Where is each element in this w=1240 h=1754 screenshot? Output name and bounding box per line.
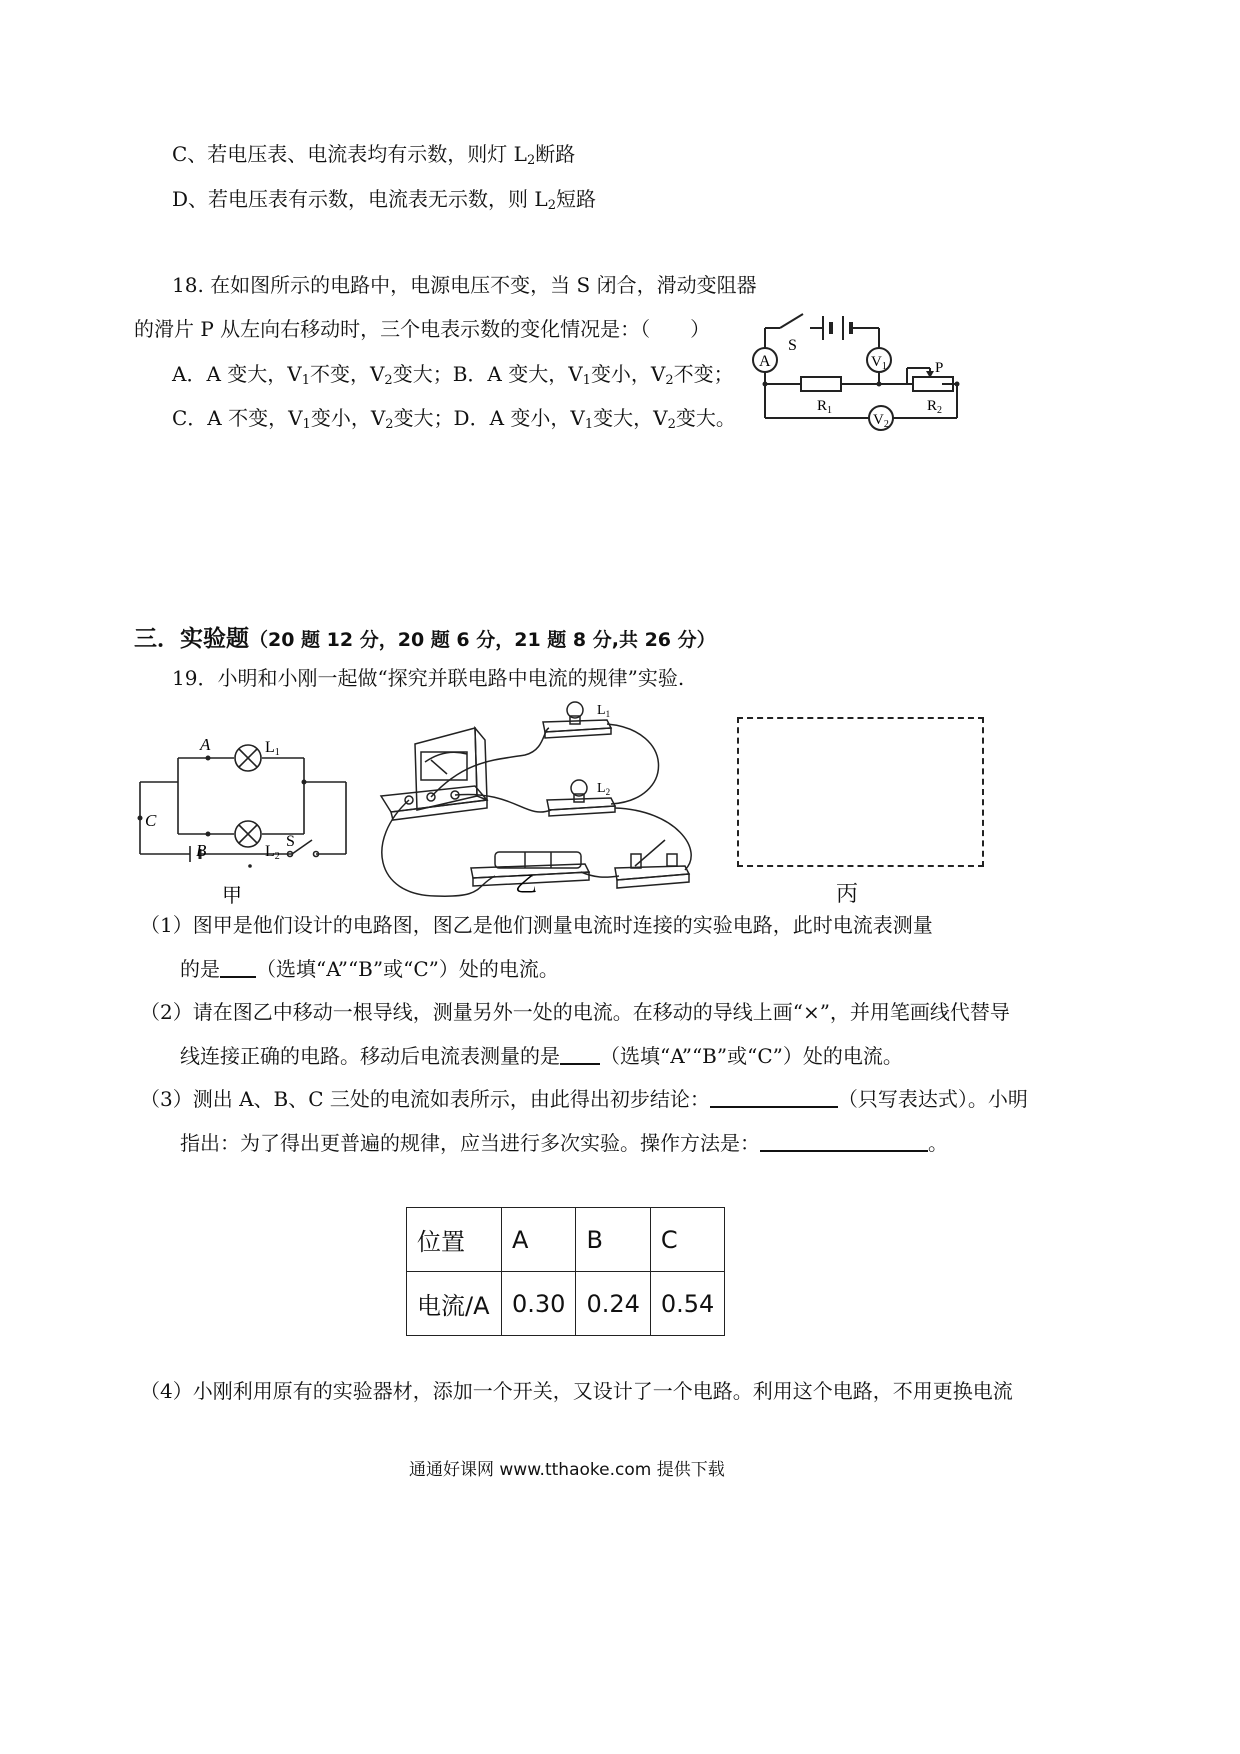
- q18-stem-line2: 的滑片 P 从左向右移动时，三个电表示数的变化情况是：（ ）: [134, 317, 711, 341]
- q18-circuit-diagram: [735, 300, 985, 475]
- q19-part3-line2: 指出：为了得出更普遍的规律，应当进行多次实验。操作方法是： 。: [180, 1131, 948, 1155]
- switch-label: S: [788, 337, 797, 354]
- r2-label: $R_2$: [927, 398, 943, 416]
- jia-point-a: A: [200, 735, 211, 754]
- q19-part2-line2: 线连接正确的电路。移动后电流表测量的是 （选填“A”“B”或“C”）处的电流。: [180, 1044, 903, 1068]
- v2-label: $V_2$: [873, 412, 889, 430]
- slider-p-label: P: [935, 360, 944, 376]
- jia-point-c: C: [145, 811, 157, 830]
- table-cell: 0.24: [576, 1272, 650, 1336]
- yi-l2-label: $L_2$: [597, 781, 611, 797]
- answer-blank-1[interactable]: [220, 958, 256, 978]
- figure-bing-caption: 丙: [836, 882, 859, 907]
- q17-option-c: C、若电压表、电流表均有示数，则灯 $L_2$断路: [172, 142, 576, 168]
- q19-part4-line1: （4）小刚利用原有的实验器材，添加一个开关，又设计了一个电路。利用这个电路，不用更换电流: [140, 1379, 1013, 1403]
- answer-blank-2[interactable]: [560, 1045, 600, 1065]
- q17-option-d: D、若电压表有示数，电流表无示数，则 $L_2$短路: [172, 187, 596, 213]
- r1-label: $R_1$: [817, 398, 833, 416]
- table-cell: 位置: [407, 1208, 502, 1272]
- table-cell: C: [650, 1208, 724, 1272]
- jia-l1-label: L1: [265, 739, 280, 758]
- section-3-heading: 三．实验题（20 题 12 分，20 题 6 分，21 题 8 分,共 26 分）: [134, 626, 716, 652]
- yi-l1-label: $L_1$: [597, 703, 611, 719]
- q19-stem: 19．小明和小刚一起做“探究并联电路中电流的规律”实验.: [172, 666, 685, 690]
- answer-blank-4[interactable]: [760, 1132, 928, 1152]
- figure-jia-caption: 甲: [222, 885, 242, 907]
- q19-part1-line2: 的是 （选填“A”“B”或“C”）处的电流。: [180, 957, 559, 981]
- jia-switch-label: S: [286, 833, 295, 850]
- table-cell: A: [502, 1208, 576, 1272]
- table-row: [407, 1272, 725, 1336]
- q19-part1-line1: （1）图甲是他们设计的电路图，图乙是他们测量电流时连接的实验电路，此时电流表测量: [140, 913, 933, 937]
- figure-yi-caption: 乙: [515, 872, 538, 897]
- q18-stem-line1: 18. 在如图所示的电路中，电源电压不变，当 S 闭合，滑动变阻器: [172, 273, 757, 297]
- jia-l2-label: L2: [265, 843, 280, 862]
- table-cell: 0.30: [502, 1272, 576, 1336]
- page-footer: 通通好课网 www.tthaoke.com 提供下载: [409, 1460, 725, 1480]
- answer-blank-3[interactable]: [710, 1088, 838, 1108]
- figure-yi-apparatus: [375, 700, 720, 920]
- table-cell: 电流/A: [407, 1272, 502, 1336]
- table-header-row: [407, 1208, 725, 1272]
- q18-options-cd: C．A 不变，$V_1$变小，$V_2$变大；D．A 变小，$V_1$变大，$V_2$变大。: [172, 406, 736, 432]
- jia-point-b: B: [196, 841, 207, 860]
- figure-jia-circuit: [130, 722, 360, 912]
- q19-part2-line1: （2）请在图乙中移动一根导线，测量另外一处的电流。在移动的导线上画“×”，并用笔画线代替导: [140, 1000, 1010, 1024]
- q19-part3-line1: （3）测出 A、B、C 三处的电流如表所示，由此得出初步结论： （只写表达式）。小明: [140, 1087, 1028, 1111]
- figure-bing-answer-box[interactable]: [737, 717, 984, 867]
- table-cell: 0.54: [650, 1272, 724, 1336]
- table-cell: B: [576, 1208, 650, 1272]
- q18-options-ab: A．A 变大，$V_1$不变，$V_2$变大；B．A 变大，$V_1$变小，$V_2$不变；: [172, 362, 734, 388]
- v1-label: $V_1$: [871, 354, 887, 372]
- ammeter-label: A: [759, 353, 771, 370]
- current-data-table: [406, 1207, 725, 1336]
